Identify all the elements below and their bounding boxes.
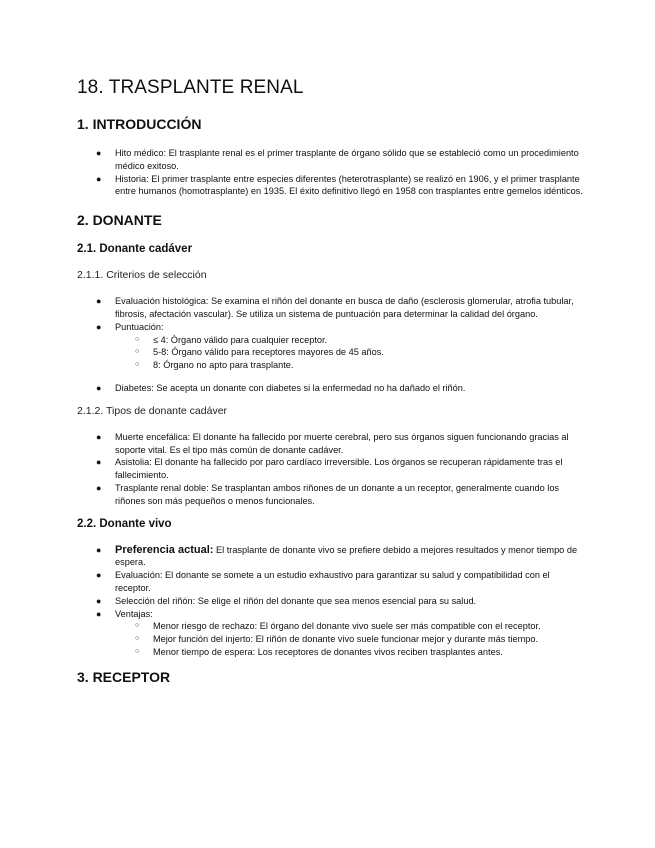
circle-bullet-icon: ○ [135,622,140,630]
list-item: ● Evaluación histológica: Se examina el riñón del donante en busca de daño (esclerosis glomerular, atrofia tubular, fibrosis, afectación vascular). Se utiliza un sistema de puntuación para determinar la calidad del órgano. [96,296,574,319]
criterios-list [77,295,585,395]
sub-list-item: ○ Menor tiempo de espera: Los receptores de donantes vivos reciben trasplantes antes. [135,646,503,657]
bullet-icon: ● [96,382,102,393]
section-heading-receptor: 3. RECEPTOR [77,668,171,685]
circle-bullet-icon: ○ [135,635,140,643]
tipos-list [77,431,585,508]
document-title: 18. TRASPLANTE RENAL [77,77,304,98]
bullet-icon: ● [96,431,102,442]
subsection-heading-donante-vivo: 2.2. Donante vivo [77,517,172,530]
bullet-icon: ● [96,148,102,158]
bullet-icon: ● [96,173,102,184]
bullet-icon: ● [96,595,102,606]
advantages-sublist [115,620,585,658]
list-item: ● Puntuación: ○ ≤ 4: Órgano válido para cualquier receptor. ○ 5-8: Órgano válido para receptores mayores de 45 años. ○ 8: Órgano no apto para trasplante. [77,321,585,372]
list-item: ● Preferencia actual: El trasplante de donante vivo se prefiere debido a mejores resultados y menor tiempo de espera. [96,543,578,568]
circle-bullet-icon: ○ [135,647,140,655]
bullet-icon: ● [96,457,102,468]
circle-bullet-icon: ○ [135,348,140,356]
section-heading-introduccion: 1. INTRODUCCIÓN [77,116,202,132]
list-item: ● Hito médico: El trasplante renal es el primer trasplante de órgano sólido que se estableció como un procedimiento médico exitoso. [96,148,579,171]
sub-list-item: ○ ≤ 4: Órgano válido para cualquier receptor. [135,334,328,345]
list-item: ● Trasplante renal doble: Se trasplantan ambos riñones de un donante a un receptor, generalmente cuando los riñones son más pequeños o menos funcionales. [96,482,560,506]
sub-list-item: ○ 8: Órgano no apto para trasplante. [135,360,294,371]
score-sublist [115,334,585,372]
donante-vivo-list [77,544,585,659]
bullet-icon: ● [96,608,102,619]
bullet-icon: ● [96,544,102,555]
intro-list [77,147,585,198]
list-item: ● Historia: El primer trasplante entre especies diferentes (heterotrasplante) se realizó en 1906, y el primer trasplante entre humanos (homotrasplante) en 1935. El éxito definitivo llegó en 1958 con trasplantes entre gemelos idénticos. [96,173,583,197]
bullet-icon: ● [96,482,102,493]
bullet-icon: ● [96,296,102,307]
sub-list-item: ○ 5-8: Órgano válido para receptores mayores de 45 años. [135,347,384,358]
sub-list-item: ○ Menor riesgo de rechazo: El órgano del donante vivo suele ser más compatible con el receptor. [135,621,541,632]
subsubsection-heading-criterios: 2.1.1. Criterios de selección [77,269,207,282]
list-item: ● Diabetes: Se acepta un donante con diabetes si la enfermedad no ha dañado el riñón. [96,382,466,393]
list-item: ● Evaluación: El donante se somete a un estudio exhaustivo para garantizar su salud y compatibilidad con el receptor. [96,570,550,593]
section-heading-donante: 2. DONANTE [77,212,162,229]
circle-bullet-icon: ○ [135,361,140,369]
subsection-heading-donante-cadaver: 2.1. Donante cadáver [77,243,193,256]
subsubsection-heading-tipos: 2.1.2. Tipos de donante cadáver [77,404,228,417]
list-item: ● Ventajas: ○ Menor riesgo de rechazo: El órgano del donante vivo suele ser más compatible con el receptor. ○ Mejor función del injerto: El riñón de donante vivo suele funcionar mejor y durante más tiempo. ○ Menor tiempo de espera: Los receptores de donantes vivos reciben trasplantes antes. [77,608,585,659]
bullet-icon: ● [96,570,102,581]
circle-bullet-icon: ○ [135,335,140,343]
bullet-icon: ● [96,321,102,332]
list-item: ● Muerte encefálica: El donante ha fallecido por muerte cerebral, pero sus órganos siguen funcionando gracias al soporte vital. Es el tipo más común de donante cadáver. [96,431,569,455]
list-item: ● Selección del riñón: Se elige el riñón del donante que sea menos esencial para su salud. [96,595,477,606]
sub-list-item: ○ Mejor función del injerto: El riñón de donante vivo suele funcionar mejor y durante más tiempo. [135,634,539,645]
list-item: ● Asistolia: El donante ha fallecido por paro cardíaco irreversible. Los órganos se recuperan rápidamente tras el fallecimiento. [96,457,563,481]
